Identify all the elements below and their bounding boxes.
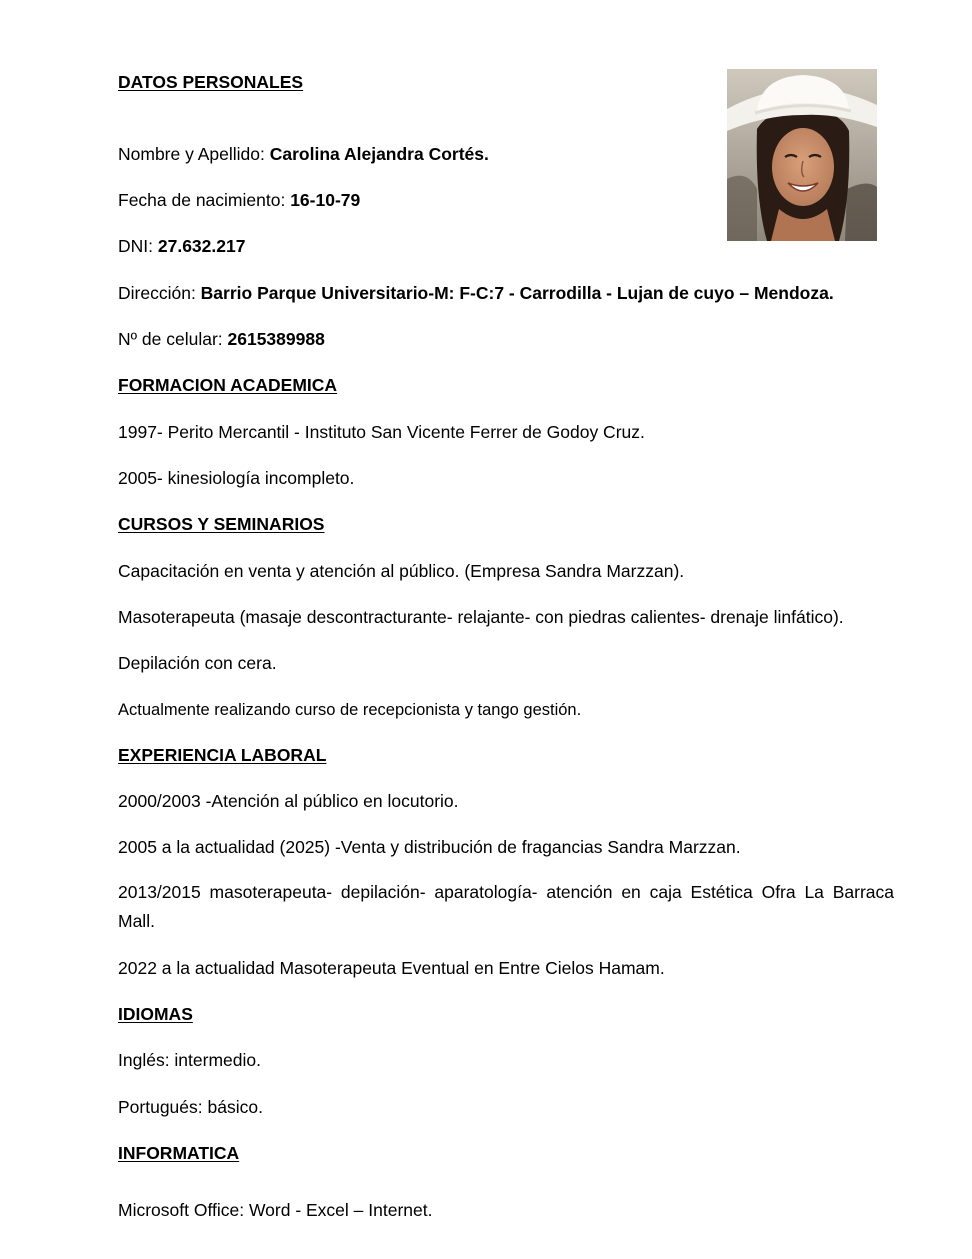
course-item: Actualmente realizando curso de recepcionista y tango gestión. xyxy=(118,701,582,719)
experience-item: 2022 a la actualidad Masoterapeuta Eventual en Entre Cielos Hamam. xyxy=(118,958,665,978)
address-value: Barrio Parque Universitario-M: F-C:7 - Carrodilla - Lujan de cuyo – Mendoza. xyxy=(200,283,834,303)
address-label: Dirección: xyxy=(118,283,201,303)
heading-education: FORMACION ACADEMICA xyxy=(118,375,338,395)
address-row xyxy=(118,281,834,305)
name-label: Nombre y Apellido: xyxy=(118,144,270,164)
dni-row xyxy=(118,234,245,258)
phone-row xyxy=(118,327,325,351)
computing-item: Microsoft Office: Word - Excel – Internet. xyxy=(118,1200,433,1220)
heading-languages: IDIOMAS xyxy=(118,1004,193,1024)
phone-value: 2615389988 xyxy=(227,329,325,349)
phone-label: Nº de celular: xyxy=(118,329,228,349)
education-item: 1997- Perito Mercantil - Instituto San Vicente Ferrer de Godoy Cruz. xyxy=(118,422,645,442)
education-item: 2005- kinesiología incompleto. xyxy=(118,468,355,488)
course-item: Depilación con cera. xyxy=(118,653,277,673)
course-item: Capacitación en venta y atención al público. (Empresa Sandra Marzzan). xyxy=(118,561,685,581)
language-item: Portugués: básico. xyxy=(118,1097,263,1117)
dni-label: DNI: xyxy=(118,236,158,256)
birth-label: Fecha de nacimiento: xyxy=(118,190,291,210)
experience-item: 2000/2003 -Atención al público en locutorio. xyxy=(118,791,459,811)
language-item: Inglés: intermedio. xyxy=(118,1050,261,1070)
profile-photo-icon xyxy=(727,69,877,241)
heading-courses: CURSOS Y SEMINARIOS xyxy=(118,514,325,534)
course-item: Masoterapeuta (masaje descontracturante- relajante- con piedras calientes- drenaje linfático). xyxy=(118,607,844,627)
dni-value: 27.632.217 xyxy=(157,236,246,256)
heading-experience: EXPERIENCIA LABORAL xyxy=(118,745,327,765)
heading-personal-data: DATOS PERSONALES xyxy=(118,72,304,92)
birth-row xyxy=(118,188,360,212)
heading-computing: INFORMATICA xyxy=(118,1143,240,1163)
birth-value: 16-10-79 xyxy=(290,190,361,210)
experience-item: 2005 a la actualidad (2025) -Venta y distribución de fragancias Sandra Marzzan. xyxy=(118,837,741,857)
name-row xyxy=(118,142,489,166)
name-value: Carolina Alejandra Cortés. xyxy=(269,144,489,164)
profile-photo xyxy=(727,69,877,241)
experience-item: 2013/2015 masoterapeuta- depilación- aparatología- atención en caja Estética Ofra La Barraca Mall. xyxy=(118,882,894,931)
